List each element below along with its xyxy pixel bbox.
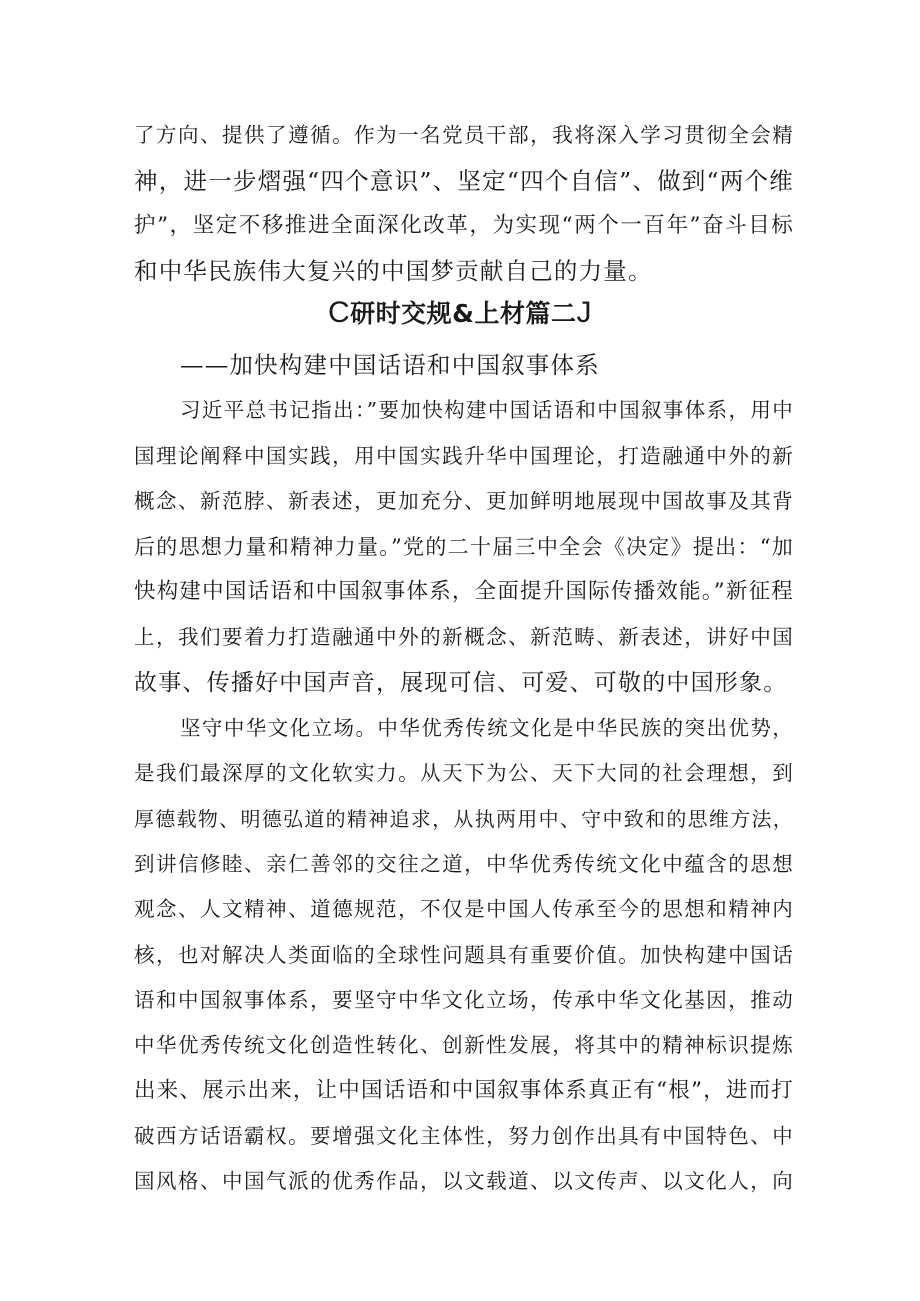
- paragraph-3-line-10: 破西方话语霸权。要增强文化主体性，努力创作出具有中国特色、中: [134, 1124, 794, 1148]
- paragraph-1-line-3: 护”，坚定不移推进全面深化改革，为实现“两个一百年”奋斗目标: [134, 213, 794, 238]
- paragraph-3-line-1: 坚守中华文化立场。中华优秀传统文化是中华民族的突出优势，: [180, 716, 794, 740]
- paragraph-2-line-2: 国理论阐释中国实践，用中国实践升华中国理论，打造融通中外的新: [134, 444, 794, 468]
- paragraph-3-line-5: 观念、人文精神、道德规范，不仅是中国人传承至今的思想和精神内: [134, 897, 794, 921]
- paragraph-3-line-6: 核，也对解决人类面临的全球性问题具有重要价值。加快构建中国话: [134, 943, 794, 967]
- section-heading: [0, 296, 920, 331]
- heading-close-bracket: J: [576, 296, 592, 329]
- heading-open-bracket: C: [328, 296, 351, 329]
- paragraph-1-line-2: 神，进一步熠强“四个意识”、坚定“四个自信”、做到“两个维: [134, 167, 794, 195]
- paragraph-2-line-7: 故事、传播好中国声音，展现可信、可爱、可敬的中国形象。: [134, 670, 788, 696]
- paragraph-1-line-1: 了方向、提供了遵循。作为一名党员干部，我将深入学习贯彻全会精: [134, 123, 794, 147]
- paragraph-1-line-4: 和中华民族伟大复兴的中国梦贡献自己的力量。: [134, 257, 653, 285]
- paragraph-3-line-4: 到讲信修睦、亲仁善邻的交往之道，中华优秀传统文化中蕴含的思想: [134, 852, 794, 876]
- paragraph-2-line-6: 上，我们要着力打造融通中外的新概念、新范畴、新表述，讲好中国: [134, 625, 794, 649]
- heading-text: 研时交规&上材篇二: [350, 299, 577, 328]
- paragraph-2-line-3: 概念、新范脖、新表述，更加充分、更加鲜明地展现中国故事及其背: [134, 489, 794, 513]
- paragraph-3-line-9: 出来、展示出来，让中国话语和中国叙事体系真正有“根”，进而打: [134, 1078, 794, 1103]
- paragraph-2-line-1: 习近平总书记指出：”要加快构建中国话语和中国叙事体系，用中: [180, 398, 794, 422]
- paragraph-3-line-3: 厚德载物、明德弘道的精神追求，从执两用中、守中致和的思维方法，: [134, 807, 794, 831]
- paragraph-2-line-5: 快构建中国话语和中国叙事体系，全面提升国际传播效能。”新征程: [134, 579, 794, 604]
- paragraph-2-line-4: 后的思想力量和精神力量。”党的二十届三中全会《决定》提出：“加: [134, 535, 794, 559]
- paragraph-3-line-7: 语和中国叙事体系，要坚守中华文化立场，传承中华文化基因，推动: [134, 988, 794, 1012]
- subtitle: ——加快构建中国话语和中国叙事体系: [180, 351, 600, 379]
- paragraph-3-line-8: 中华优秀传统文化创造性转化、创新性发展，将其中的精神标识提炼: [134, 1033, 794, 1057]
- paragraph-3-line-2: 是我们最深厚的文化软实力。从天下为公、天下大同的社会理想，到: [134, 761, 794, 785]
- paragraph-3-line-11: 国风格、中国气派的优秀作品，以文载道、以文传声、以文化人，向: [134, 1169, 794, 1193]
